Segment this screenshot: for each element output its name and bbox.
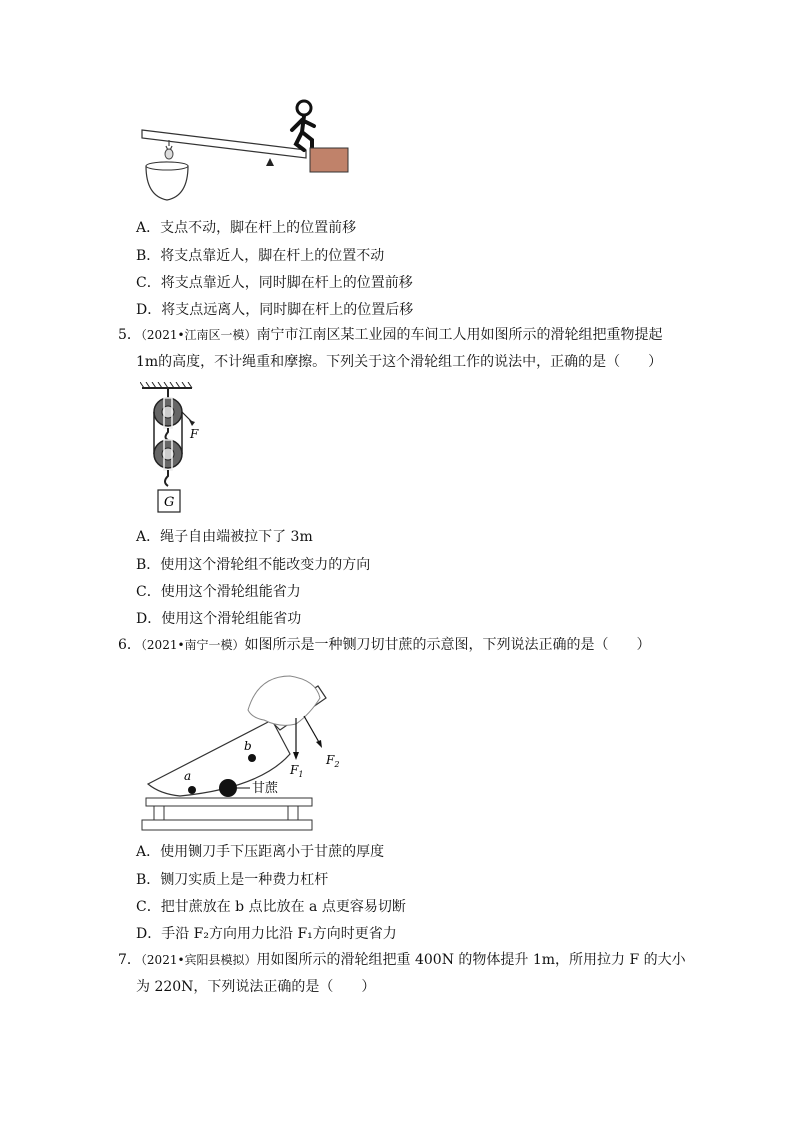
pulley-figure <box>140 382 210 518</box>
force-f1-subscript: 1 <box>298 770 304 779</box>
q5-option-c: C．使用这个滑轮组能省力 <box>136 584 301 600</box>
q6-option-b: B．铡刀实质上是一种费力杠杆 <box>136 872 329 888</box>
q5-option-a: A．绳子自由端被拉下了 3m <box>136 529 313 545</box>
svg-text:F2 <box>325 753 339 769</box>
question-source: （2021•江南区一模） <box>140 328 257 342</box>
question-number: 6． <box>118 637 141 653</box>
question-text-line2: 1m的高度，不计绳重和摩擦。下列关于这个滑轮组工作的说法中，正确的是（ ） <box>136 354 663 370</box>
q6-option-a: A．使用铡刀手下压距离小于甘蔗的厚度 <box>136 844 385 860</box>
q5-option-d: D．使用这个滑轮组能省功 <box>136 611 302 627</box>
q6-option-d: D．手沿 F₂方向用力比沿 F₁方向时更省力 <box>136 926 397 942</box>
question-number: 7． <box>118 952 141 968</box>
question-source: （2021•南宁一模） <box>140 638 245 652</box>
sugarcane-label: 甘蔗 <box>252 781 279 796</box>
question-number: 5． <box>118 327 141 343</box>
q4-option-c: C．将支点靠近人，同时脚在杆上的位置前移 <box>136 275 413 291</box>
question-text-line2: 为 220N，下列说法正确的是（ ） <box>136 979 376 995</box>
guillotine-figure <box>140 668 350 834</box>
svg-text:F1 <box>289 763 303 779</box>
question-7 <box>118 947 688 1001</box>
force-f2-label: F <box>326 753 335 767</box>
force-f1-label: F <box>290 763 299 777</box>
lever-figure <box>136 96 356 204</box>
question-text-line1: 用如图所示的滑轮组把重 400N 的物体提升 1m，所用拉力 F 的大小 <box>256 952 686 968</box>
question-5 <box>118 322 688 376</box>
point-b-label: b <box>244 739 252 753</box>
question-6 <box>118 632 688 659</box>
force-label-f: F <box>190 427 199 441</box>
question-source: （2021•宾阳县模拟） <box>140 953 257 967</box>
force-f2-subscript: 2 <box>334 760 340 769</box>
question-text-line1: 南宁市江南区某工业园的车间工人用如图所示的滑轮组把重物提起 <box>256 327 663 343</box>
q5-option-b: B．使用这个滑轮组不能改变力的方向 <box>136 557 371 573</box>
q4-option-d: D．将支点远离人，同时脚在杆上的位置后移 <box>136 302 414 318</box>
q4-option-b: B．将支点靠近人，脚在杆上的位置不动 <box>136 248 385 264</box>
q4-option-a: A．支点不动，脚在杆上的位置前移 <box>136 220 357 236</box>
q6-option-c: C．把甘蔗放在 b 点比放在 a 点更容易切断 <box>136 899 406 915</box>
point-a-label: a <box>184 769 192 783</box>
weight-label-g: G <box>164 495 175 510</box>
question-text-line1: 如图所示是一种铡刀切甘蔗的示意图，下列说法正确的是（ ） <box>244 637 651 653</box>
